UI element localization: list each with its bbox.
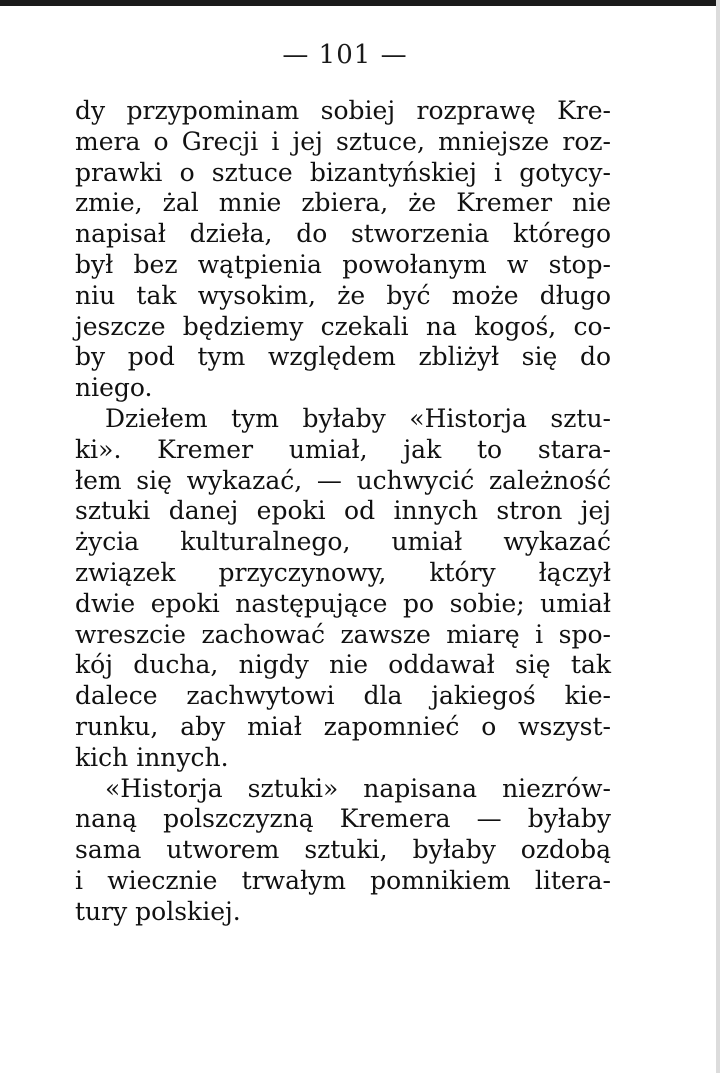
text-line: dwie epoki następujące po sobie; umiał [75, 588, 611, 618]
text-line: tury polskiej. [75, 896, 241, 926]
text-line: dy przypominam sobiej rozprawę Kre- [75, 96, 611, 125]
text-line: niu tak wysokim, że być może długo [75, 280, 611, 310]
text-line: kich innych. [75, 742, 229, 772]
text-line: zmie, żal mnie zbiera, że Kremer nie [75, 188, 611, 218]
text-line: jeszcze będziemy czekali na kogoś, co- [75, 311, 611, 341]
text-line: życia kulturalnego, umiał wykazać [75, 527, 611, 557]
text-line: napisał dzieła, do stworzenia którego [75, 219, 611, 249]
text-line: łem się wykazać, — uchwycić zależność [75, 465, 611, 495]
text-line: «Historja sztuki» napisana niezrów- [105, 773, 611, 803]
text-line: mera o Grecji i jej sztuce, mniejsze roz- [75, 126, 611, 156]
page-number: — 101 — [282, 40, 408, 70]
text-line: dalece zachwytowi dla jakiegoś kie- [75, 681, 611, 711]
text-line: wreszcie zachować zawsze miarę i spo- [75, 619, 611, 649]
text-line: był bez wątpienia powołanym w stop- [75, 249, 611, 279]
text-line: naną polszczyzną Kremera — byłaby [75, 804, 611, 834]
text-line: niego. [75, 373, 153, 403]
text-line: runku, aby miał zapomnieć o wszyst- [75, 711, 611, 741]
text-line: związek przyczynowy, który łączył [75, 557, 611, 587]
text-line: ki». Kremer umiał, jak to stara- [75, 434, 611, 464]
text-line: sztuki danej epoki od innych stron jej [75, 496, 611, 526]
text-line: prawki o sztuce bizantyńskiej i gotycy- [75, 157, 611, 187]
text-line: by pod tym względem zbliżył się do [75, 342, 611, 372]
text-line: i wiecznie trwałym pomnikiem litera- [75, 865, 611, 895]
body-text [75, 96, 611, 928]
text-line: sama utworem sztuki, byłaby ozdobą [75, 835, 611, 865]
text-line: kój ducha, nigdy nie oddawał się tak [75, 650, 611, 680]
text-line: Dziełem tym byłaby «Historja sztu- [105, 403, 611, 433]
